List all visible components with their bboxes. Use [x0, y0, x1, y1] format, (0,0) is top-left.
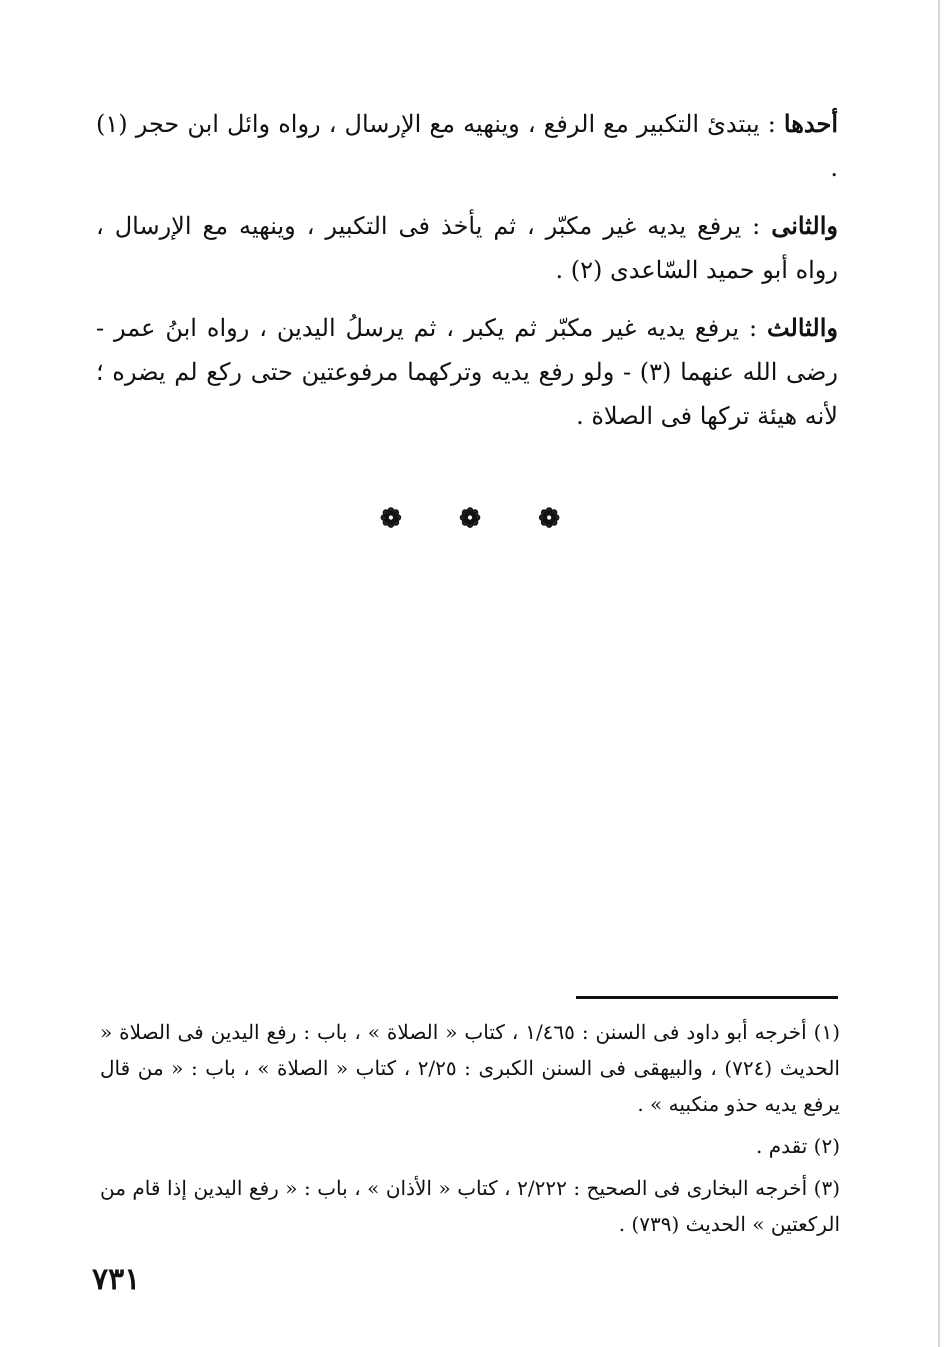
lead-word: والثالث	[766, 313, 838, 342]
paragraph-body: : يرفع يديه غير مكبّر ، ثم يأخذ فى التكبير ، وينهيه مع الإرسال ، رواه أبو حميد السّاعدى (٢) .	[96, 212, 838, 284]
lead-word: أحدها	[783, 109, 838, 138]
flower-ornament-icon: ❁	[459, 504, 481, 534]
footnote-1: (١) أخرجه أبو داود فى السنن : ١/٤٦٥ ، كتاب « الصلاة » ، باب : رفع اليدين فى الصلاة « الحديث (٧٢٤) ، والبيهقى فى السنن الكبرى : ٢/٢٥ ، كتاب « الصلاة » ، باب : « من قال يرفع يديه حذو منكبيه » .	[100, 1020, 840, 1116]
flower-ornament-icon: ❁	[538, 504, 560, 534]
page-edge	[938, 0, 940, 1347]
main-text	[96, 102, 838, 452]
paragraph-body: : يرفع يديه غير مكبّر ثم يكبر ، ثم يرسلُ اليدين ، رواه ابنُ عمر - رضى الله عنهما (٣) - ولو رفع يديه وتركهما مرفوعتين حتى ركع لم يضره ؛ لأنه هيئة تركها فى الصلاة .	[96, 314, 839, 430]
lead-word: والثانى	[771, 211, 838, 240]
paragraph-second	[96, 204, 838, 292]
paragraph-body: : يبتدئ التكبير مع الرفع ، وينهيه مع الإرسال ، رواه وائل ابن حجر (١) .	[96, 110, 838, 182]
footnote-3: (٣) أخرجه البخارى فى الصحيح : ٢/٢٢٢ ، كتاب « الأذان » ، باب : « رفع اليدين إذا قام من الركعتين » الحديث (٧٣٩) .	[100, 1176, 841, 1236]
footnotes	[100, 1014, 840, 1248]
paragraph-third	[96, 306, 838, 438]
section-separator	[380, 504, 560, 534]
page-number: ٧٣١	[92, 1262, 141, 1297]
footnote-2: (٢) تقدم .	[755, 1134, 840, 1158]
footnote-divider	[576, 996, 838, 999]
paragraph-first	[96, 102, 838, 190]
flower-ornament-icon: ❁	[380, 504, 402, 534]
